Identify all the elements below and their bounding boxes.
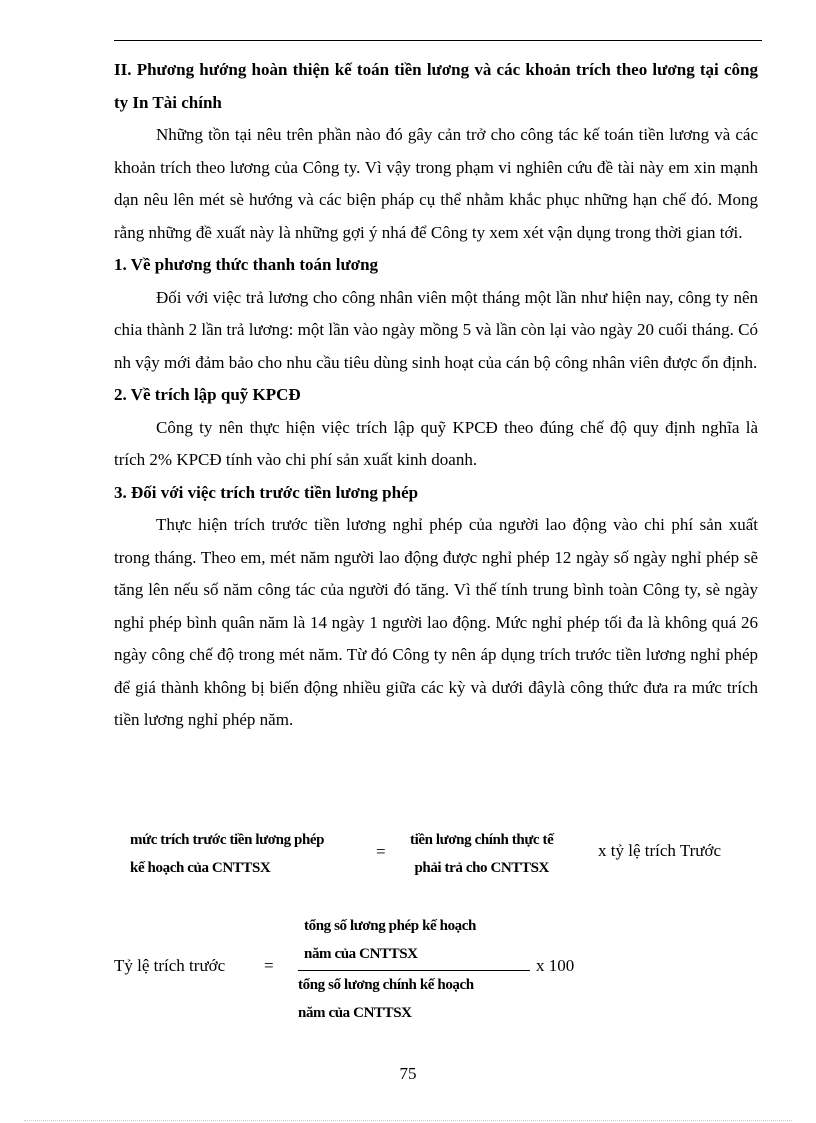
formula2-denominator: [298, 971, 530, 1027]
formula1-middle: [410, 826, 553, 882]
item-3-paragraph: Thực hiện trích trước tiền lương nghỉ phép của người lao động vào chi phí sản xuất trong tháng. Theo em, mét năm người lao động được nghỉ phép 12 ngày số ngày nghỉ phép sẽ tăng lên nếu số năm công tác của người đó tăng. Vì thế tính trung bình toàn Công ty, sè ngày nghỉ phép bình quân năm là 14 ngày 1 người lao động. Mức nghỉ phép tối đa là không quá 26 ngày công chế độ trong mét năm. Từ đó Công ty nên áp dụng trích trước tiền lương nghỉ phép để giá thành không bị biến động nhiều giữa các kỳ và dưới đâylà công thức đưa ra mức trích tiền lương nghỉ phép năm.: [114, 515, 758, 729]
formula1-left-line1: mức trích trước tiền lương phép: [130, 832, 325, 848]
formula-reserve-amount: [130, 826, 760, 886]
formula2-numerator: [298, 912, 530, 968]
intro-paragraph: Những tồn tại nêu trên phần nào đó gây cản trở cho công tác kế toán tiền lương và các khoản trích theo lương của Công ty. Vì vậy trong phạm vi nghiên cứu đề tài này em xin mạnh dạn nêu lên mét sè hướng và các biện pháp cụ thể nhằm khắc phục những hạn chế đó. Mong rằng những đề xuất này là những gợi ý nhá để Công ty xem xét vận dụng trong thời gian tới.: [114, 125, 758, 242]
item-2-paragraph: Công ty nên thực hiện việc trích lập quỹ KPCĐ theo đúng chế độ quy định nghĩa là trích 2% KPCĐ tính vào chi phí sản xuất kinh doanh.: [114, 417, 758, 469]
formula2-multiplier: x 100: [536, 956, 575, 975]
formula2-den-line2: năm của CNTTSX: [298, 1005, 412, 1021]
formula-reserve-rate: [114, 912, 764, 1032]
formula2-fraction: [298, 912, 530, 1027]
formula2-num-line1: tổng số lương phép kế hoạch: [304, 918, 476, 934]
body-text: [114, 54, 758, 737]
section-heading: II. Phương hướng hoàn thiện kế toán tiền lương và các khoản trích theo lương tại công ty In Tài chính: [114, 60, 758, 112]
formula2-num-line2: năm của CNTTSX: [304, 946, 418, 962]
formula2-den-line1: tổng số lương chính kế hoạch: [298, 977, 474, 993]
formula1-mid-line2: phải trả cho CNTTSX: [414, 860, 549, 876]
item-1-heading: 1. Về phương thức thanh toán lương: [114, 255, 379, 274]
item-1-paragraph: Đối với việc trả lương cho công nhân viên một tháng một lần như hiện nay, công ty nên chia thành 2 lần trả lương: một lần vào ngày mồng 5 và lần còn lại vào ngày 20 cuối tháng. Có nh vậy mới đảm bảo cho nhu cầu tiêu dùng sinh hoạt của cán bộ công nhân viên được ổn định.: [114, 287, 758, 372]
formula1-mid-line1: tiền lương chính thực tế: [410, 832, 554, 848]
formula2-equals: =: [264, 956, 274, 975]
item-3-heading: 3. Đối với việc trích trước tiền lương phép: [114, 482, 419, 502]
formula1-left: [130, 826, 324, 882]
formula1-multiplier: x tỷ lệ trích Trước: [598, 841, 722, 860]
formula1-equals: =: [376, 842, 386, 861]
formula2-label: Tỷ lệ trích trước: [114, 956, 226, 975]
header-rule: [114, 40, 762, 41]
page-number: 75: [399, 1064, 417, 1083]
footer-dotted-rule: [24, 1120, 792, 1121]
formula1-left-line2: kế hoạch của CNTTSX: [130, 860, 271, 876]
item-2-heading: 2. Về trích lập quỹ KPCĐ: [114, 385, 301, 404]
